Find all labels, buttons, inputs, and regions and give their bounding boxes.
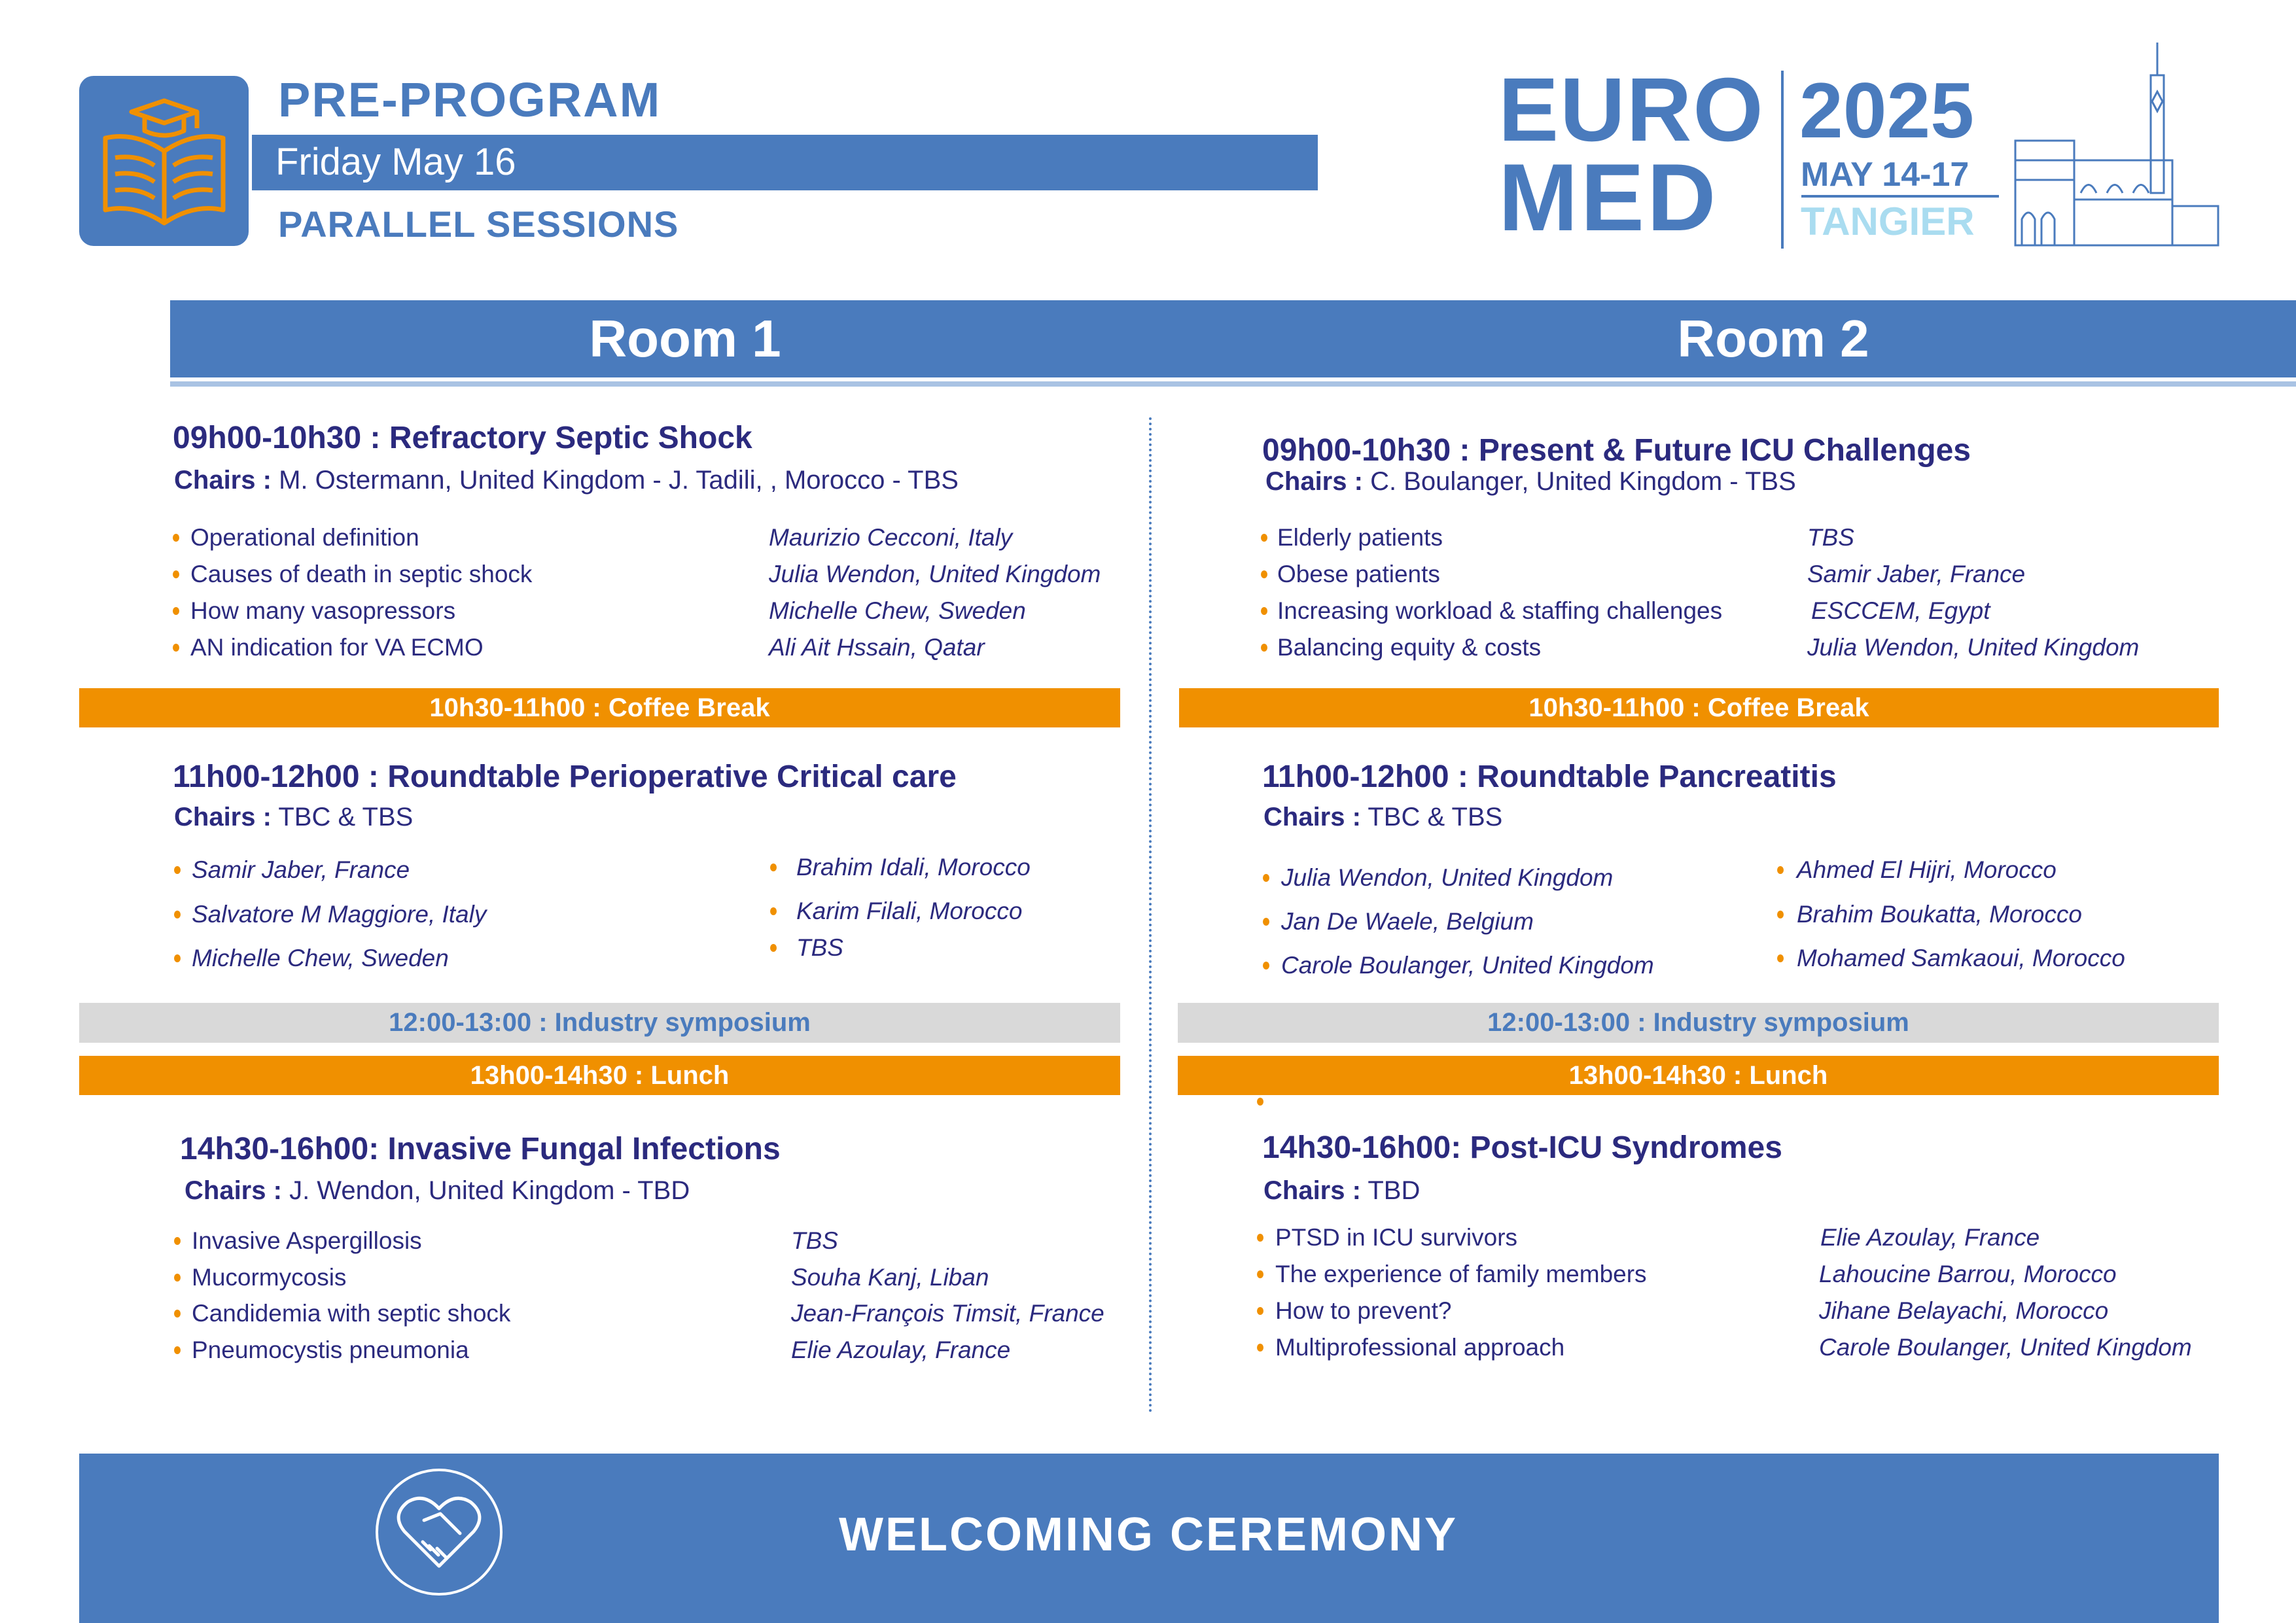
- bullet-icon: [1261, 644, 1267, 652]
- subtitle: PARALLEL SESSIONS: [278, 203, 679, 245]
- bullet-icon: [173, 644, 179, 652]
- logo-year: 2025: [1799, 67, 1974, 154]
- bullet-icon: [173, 607, 179, 615]
- speaker: Carole Boulanger, United Kingdom: [1819, 1334, 2192, 1361]
- room-header-bar: [170, 300, 2296, 377]
- session-chairs: Chairs : TBD: [1263, 1176, 1421, 1205]
- topic: Balancing equity & costs: [1277, 634, 1542, 661]
- room-header-underline: [170, 381, 2296, 387]
- speaker: Mohamed Samkaoui, Morocco: [1797, 945, 2125, 971]
- topic: Multiprofessional approach: [1275, 1334, 1565, 1361]
- heart-handshake-icon: [376, 1469, 503, 1596]
- date-label: Friday May 16: [275, 141, 516, 183]
- bullet-icon: [1257, 1270, 1263, 1278]
- speaker: Souha Kanj, Liban: [791, 1264, 989, 1291]
- bullet-icon: [174, 866, 181, 874]
- bullet-icon: [173, 570, 179, 578]
- session-chairs: Chairs : TBC & TBS: [1263, 803, 1503, 831]
- session-title: 09h00-10h30 : Refractory Septic Shock: [173, 421, 752, 455]
- session-chairs: Chairs : C. Boulanger, United Kingdom - TBS: [1265, 467, 1796, 496]
- lunch-bar: 13h00-14h30 : Lunch: [1178, 1056, 2219, 1095]
- logo-city: TANGIER: [1801, 200, 1975, 243]
- speaker: Karim Filali, Morocco: [796, 898, 1023, 924]
- topic: Increasing workload & staffing challenges: [1277, 597, 1723, 624]
- speaker: TBS: [1807, 524, 1854, 551]
- session-title: 11h00-12h00 : Roundtable Pancreatitis: [1262, 759, 1837, 794]
- session-title: 14h30-16h00: Invasive Fungal Infections: [180, 1132, 781, 1166]
- book-graduation-cap-icon: [79, 76, 249, 246]
- topic: Obese patients: [1277, 561, 1440, 587]
- speaker: Julia Wendon, United Kingdom: [769, 561, 1101, 587]
- speaker: Maurizio Cecconi, Italy: [769, 524, 1013, 551]
- tangier-building-icon: [2012, 43, 2221, 249]
- logo-divider: [1781, 71, 1784, 249]
- speaker: TBS: [791, 1227, 838, 1254]
- topic: How to prevent?: [1275, 1297, 1452, 1324]
- speaker: Samir Jaber, France: [1807, 561, 2026, 587]
- bullet-icon: [174, 954, 181, 962]
- topic: Invasive Aspergillosis: [192, 1227, 422, 1254]
- bullet-icon: [173, 534, 179, 542]
- speaker: Carole Boulanger, United Kingdom: [1281, 952, 1654, 979]
- topic: Causes of death in septic shock: [190, 561, 533, 587]
- logo-euro: EURO: [1498, 60, 1765, 160]
- bullet-icon: [1257, 1307, 1263, 1315]
- session-title: 14h30-16h00: Post-ICU Syndromes: [1262, 1130, 1782, 1165]
- bullet-icon: [174, 1346, 181, 1354]
- industry-symposium-bar: 12:00-13:00 : Industry symposium: [79, 1003, 1120, 1043]
- lunch-bar: 13h00-14h30 : Lunch: [79, 1056, 1120, 1095]
- room-2-heading: Room 2: [1677, 309, 1869, 368]
- session-chairs: Chairs : J. Wendon, United Kingdom - TBD: [185, 1176, 690, 1205]
- page-title: PRE-PROGRAM: [278, 73, 662, 127]
- topic: The experience of family members: [1275, 1261, 1647, 1287]
- bullet-icon: [1261, 607, 1267, 615]
- bullet-icon: [174, 911, 181, 918]
- speaker: Brahim Boukatta, Morocco: [1797, 901, 2082, 928]
- topic: AN indication for VA ECMO: [190, 634, 484, 661]
- speaker: Julia Wendon, United Kingdom: [1281, 864, 1614, 891]
- topic: Mucormycosis: [192, 1264, 347, 1291]
- speaker: Lahoucine Barrou, Morocco: [1819, 1261, 2117, 1287]
- topic: Candidemia with septic shock: [192, 1300, 511, 1327]
- bullet-icon: [1257, 1234, 1263, 1242]
- speaker: Jean-François Timsit, France: [791, 1300, 1104, 1327]
- topic: Pneumocystis pneumonia: [192, 1336, 469, 1363]
- speaker: Salvatore M Maggiore, Italy: [192, 901, 487, 928]
- speaker: Ahmed El Hijri, Morocco: [1797, 856, 2057, 883]
- bullet-icon: [1261, 534, 1267, 542]
- column-divider: [1149, 417, 1152, 1413]
- speaker: Jihane Belayachi, Morocco: [1819, 1297, 2109, 1324]
- bullet-icon: [770, 864, 777, 871]
- coffee-break-bar: 10h30-11h00 : Coffee Break: [79, 688, 1120, 727]
- topic: PTSD in ICU survivors: [1275, 1224, 1518, 1251]
- topic: Operational definition: [190, 524, 419, 551]
- session-chairs: Chairs : TBC & TBS: [174, 803, 414, 831]
- speaker: ESCCEM, Egypt: [1811, 597, 1990, 624]
- speaker: Brahim Idali, Morocco: [796, 854, 1031, 881]
- bullet-icon: [174, 1237, 181, 1245]
- logo-dates: MAY 14-17: [1801, 156, 1969, 194]
- bullet-icon: [1777, 954, 1784, 962]
- speaker: Elie Azoulay, France: [791, 1336, 1011, 1363]
- session-chairs: Chairs : M. Ostermann, United Kingdom - J. Tadili, , Morocco - TBS: [174, 466, 959, 495]
- bullet-icon: [1257, 1344, 1263, 1352]
- bullet-icon: [1263, 962, 1269, 969]
- speaker: Michelle Chew, Sweden: [192, 945, 449, 971]
- speaker: TBS: [796, 934, 843, 961]
- topic: Elderly patients: [1277, 524, 1443, 551]
- bullet-icon: [770, 907, 777, 915]
- logo-dates-underline: [1801, 195, 1999, 198]
- bullet-icon: [1263, 918, 1269, 926]
- room-1-heading: Room 1: [589, 309, 781, 368]
- industry-symposium-bar: 12:00-13:00 : Industry symposium: [1178, 1003, 2219, 1043]
- bullet-icon: [1777, 866, 1784, 874]
- coffee-break-bar: 10h30-11h00 : Coffee Break: [1179, 688, 2219, 727]
- speaker: Ali Ait Hssain, Qatar: [769, 634, 985, 661]
- speaker: Jan De Waele, Belgium: [1281, 908, 1534, 935]
- bullet-icon: [770, 944, 777, 952]
- bullet-icon: [1261, 570, 1267, 578]
- bullet-icon: [174, 1274, 181, 1282]
- bullet-icon: [174, 1310, 181, 1318]
- speaker: Elie Azoulay, France: [1820, 1224, 2040, 1251]
- welcoming-ceremony-label: WELCOMING CEREMONY: [839, 1509, 1458, 1561]
- session-title: 11h00-12h00 : Roundtable Perioperative Critical care: [173, 759, 957, 794]
- bullet-icon: [1263, 874, 1269, 882]
- topic: How many vasopressors: [190, 597, 456, 624]
- bullet-icon: [1777, 911, 1784, 918]
- bullet-icon: [1257, 1098, 1263, 1106]
- header-icon-box: [79, 76, 249, 246]
- logo-med: MED: [1498, 144, 1719, 251]
- speaker: Julia Wendon, United Kingdom: [1807, 634, 2140, 661]
- speaker: Samir Jaber, France: [192, 856, 410, 883]
- speaker: Michelle Chew, Sweden: [769, 597, 1026, 624]
- session-title: 09h00-10h30 : Present & Future ICU Challenges: [1262, 433, 1971, 468]
